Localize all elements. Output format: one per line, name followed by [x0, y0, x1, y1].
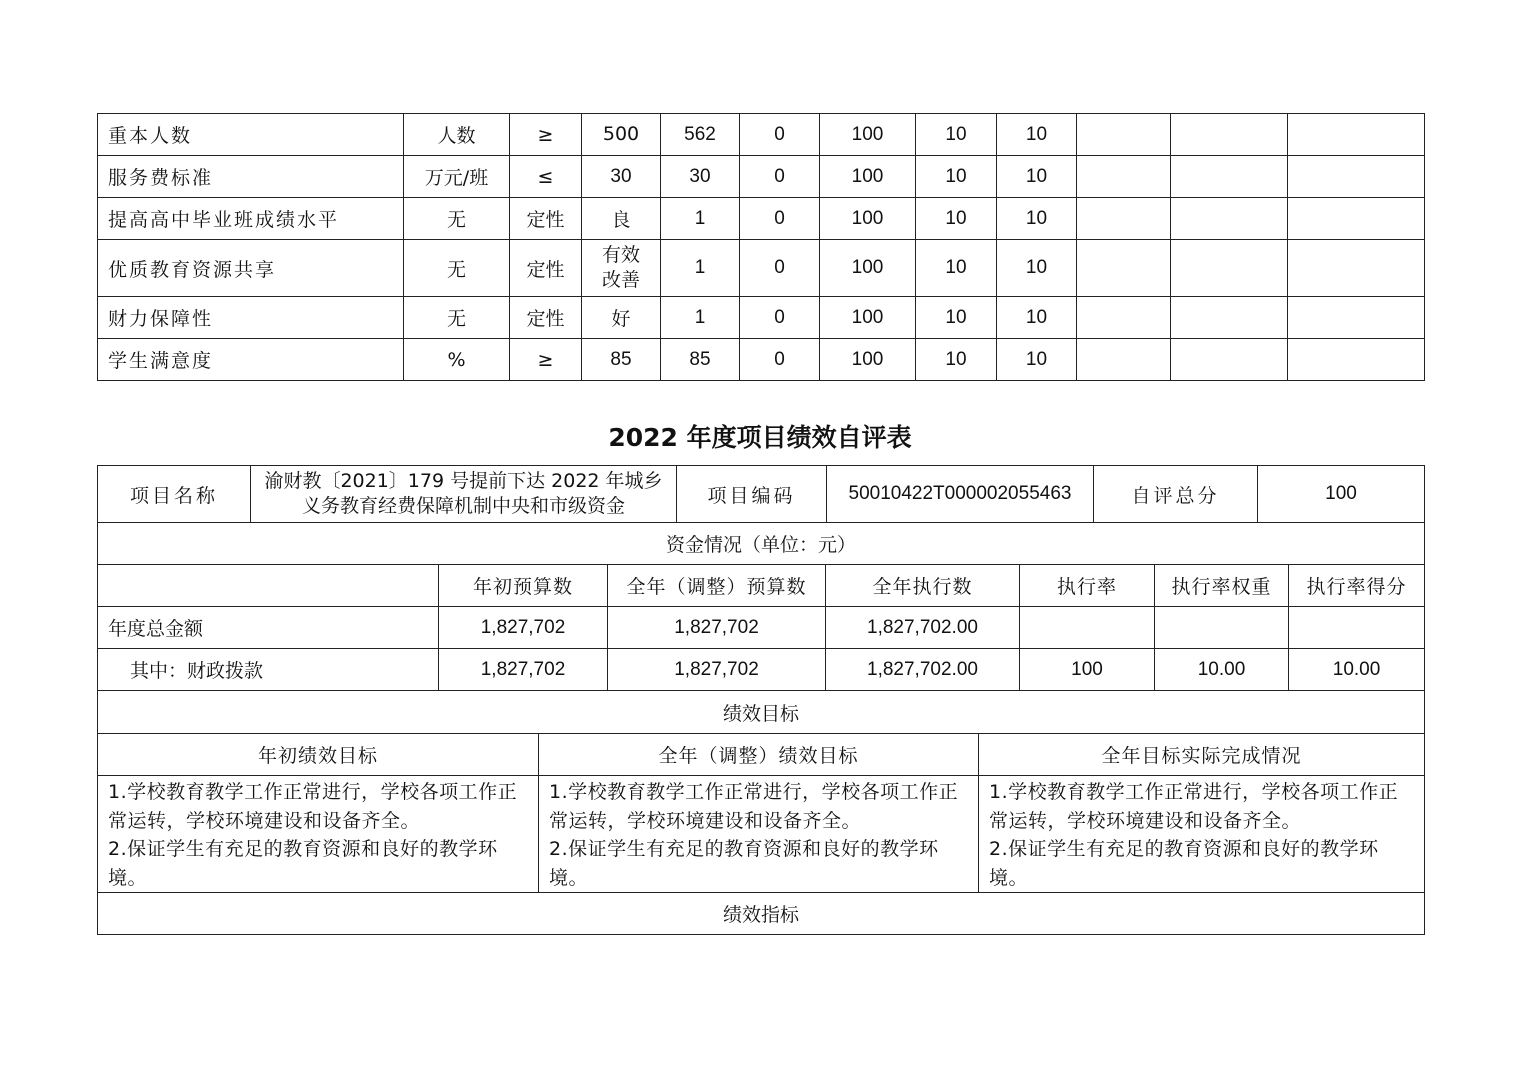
goals-text-row [98, 776, 1425, 893]
indicators-header: 绩效指标 [98, 893, 1425, 935]
project-code-label: 项目编码 [677, 466, 827, 523]
actual-completion-text [979, 776, 1425, 893]
project-name-value: 渝财教〔2021〕179 号提前下达 2022 年城乡义务教育经费保障机制中央和市级资金 [251, 466, 677, 523]
funds-column-header-row [98, 565, 1425, 607]
indicator-row [98, 297, 1425, 339]
col-initial-goal: 年初绩效目标 [98, 734, 539, 776]
indicator-c4: 10 [997, 297, 1077, 339]
indicator-actual: 1 [661, 297, 740, 339]
indicator-op: 定性 [510, 297, 582, 339]
adjusted-value: 1,827,702 [608, 649, 826, 691]
adjusted-value: 1,827,702 [608, 607, 826, 649]
indicator-blank [1288, 240, 1425, 297]
indicator-c2: 100 [820, 156, 916, 198]
indicator-c4: 10 [997, 156, 1077, 198]
indicator-blank [1288, 156, 1425, 198]
goal-line-1: 1.学校教育教学工作正常进行，学校各项工作正常运转，学校环境建设和设备齐全。 [989, 781, 1399, 832]
weight-value: 10.00 [1155, 649, 1289, 691]
indicator-actual: 1 [661, 198, 740, 240]
indicator-blank [1288, 198, 1425, 240]
indicator-c2: 100 [820, 339, 916, 381]
indicator-row [98, 156, 1425, 198]
indicator-row [98, 240, 1425, 297]
project-name-label: 项目名称 [98, 466, 251, 523]
col-adjusted-goal: 全年（调整）绩效目标 [539, 734, 979, 776]
col-rate-score: 执行率得分 [1289, 565, 1425, 607]
indicator-c2: 100 [820, 240, 916, 297]
indicator-name: 重本人数 [98, 114, 404, 156]
indicator-blank [1077, 114, 1171, 156]
col-adjusted-budget: 全年（调整）预算数 [608, 565, 826, 607]
weight-value [1155, 607, 1289, 649]
indicator-c4: 10 [997, 198, 1077, 240]
goals-header: 绩效目标 [98, 691, 1425, 734]
indicator-c1: 0 [740, 114, 820, 156]
indicator-row [98, 198, 1425, 240]
indicator-blank [1077, 156, 1171, 198]
executed-value: 1,827,702.00 [826, 649, 1020, 691]
indicator-c1: 0 [740, 240, 820, 297]
indicator-c1: 0 [740, 339, 820, 381]
col-rate-weight: 执行率权重 [1155, 565, 1289, 607]
indicator-actual: 85 [661, 339, 740, 381]
col-exec-rate: 执行率 [1020, 565, 1155, 607]
goal-line-2: 2.保证学生有充足的教育资源和良好的教学环境。 [108, 838, 498, 889]
indicator-c3: 10 [916, 297, 997, 339]
indicator-op: ≥ [510, 114, 582, 156]
indicator-c2: 100 [820, 198, 916, 240]
col-actual-completion: 全年目标实际完成情况 [979, 734, 1425, 776]
indicator-unit: 万元/班 [404, 156, 510, 198]
indicator-c3: 10 [916, 240, 997, 297]
goal-line-2: 2.保证学生有充足的教育资源和良好的教学环境。 [549, 838, 939, 889]
indicator-op: 定性 [510, 240, 582, 297]
funds-goals-table [97, 522, 1425, 935]
indicator-name: 服务费标准 [98, 156, 404, 198]
indicator-name: 提高高中毕业班成绩水平 [98, 198, 404, 240]
indicator-c1: 0 [740, 156, 820, 198]
goal-line-2: 2.保证学生有充足的教育资源和良好的教学环境。 [989, 838, 1379, 889]
indicator-row [98, 114, 1425, 156]
score-value: 10.00 [1289, 649, 1425, 691]
indicator-blank [1171, 198, 1288, 240]
rate-value: 100 [1020, 649, 1155, 691]
indicator-c4: 10 [997, 339, 1077, 381]
self-score-value: 100 [1258, 466, 1425, 523]
indicator-blank [1171, 240, 1288, 297]
rate-value [1020, 607, 1155, 649]
indicator-target: 有效改善 [582, 240, 661, 297]
indicator-c1: 0 [740, 297, 820, 339]
indicator-c3: 10 [916, 114, 997, 156]
row-label: 年度总金额 [98, 607, 439, 649]
initial-value: 1,827,702 [439, 649, 608, 691]
indicator-c2: 100 [820, 297, 916, 339]
executed-value: 1,827,702.00 [826, 607, 1020, 649]
indicator-blank [1077, 297, 1171, 339]
goals-column-header-row [98, 734, 1425, 776]
indicator-target: 30 [582, 156, 661, 198]
indicator-c1: 0 [740, 198, 820, 240]
indicator-blank [1077, 198, 1171, 240]
indicator-actual: 30 [661, 156, 740, 198]
goal-line-1: 1.学校教育教学工作正常进行，学校各项工作正常运转，学校环境建设和设备齐全。 [108, 781, 518, 832]
indicator-blank [1171, 114, 1288, 156]
indicator-target: 好 [582, 297, 661, 339]
indicator-target: 500 [582, 114, 661, 156]
page-title: 2022 年度项目绩效自评表 [608, 423, 912, 452]
indicator-name: 优质教育资源共享 [98, 240, 404, 297]
funds-row-fiscal [98, 649, 1425, 691]
funds-row-total [98, 607, 1425, 649]
adjusted-goal-text [539, 776, 979, 893]
indicator-unit: 无 [404, 240, 510, 297]
indicator-unit: 无 [404, 297, 510, 339]
indicator-c4: 10 [997, 114, 1077, 156]
indicator-op: ≥ [510, 339, 582, 381]
indicator-row [98, 339, 1425, 381]
col-executed: 全年执行数 [826, 565, 1020, 607]
indicator-name: 学生满意度 [98, 339, 404, 381]
indicator-blank [1288, 297, 1425, 339]
indicator-unit: % [404, 339, 510, 381]
indicator-unit: 无 [404, 198, 510, 240]
initial-value: 1,827,702 [439, 607, 608, 649]
indicator-unit: 人数 [404, 114, 510, 156]
indicator-target: 良 [582, 198, 661, 240]
indicator-op: 定性 [510, 198, 582, 240]
indicator-blank [1077, 240, 1171, 297]
col-initial-budget: 年初预算数 [439, 565, 608, 607]
goal-line-1: 1.学校教育教学工作正常进行，学校各项工作正常运转，学校环境建设和设备齐全。 [549, 781, 959, 832]
project-code-value: 50010422T000002055463 [827, 466, 1094, 523]
indicator-name: 财力保障性 [98, 297, 404, 339]
indicator-c3: 10 [916, 156, 997, 198]
indicator-blank [1288, 114, 1425, 156]
indicator-blank [1171, 297, 1288, 339]
score-value [1289, 607, 1425, 649]
indicator-c3: 10 [916, 339, 997, 381]
indicator-actual: 1 [661, 240, 740, 297]
indicator-blank [1171, 156, 1288, 198]
self-score-label: 自评总分 [1094, 466, 1258, 523]
indicator-c4: 10 [997, 240, 1077, 297]
row-label: 其中：财政拨款 [98, 649, 439, 691]
funds-corner-cell [98, 565, 439, 607]
indicator-blank [1171, 339, 1288, 381]
initial-goal-text [98, 776, 539, 893]
indicator-blank [1288, 339, 1425, 381]
indicator-actual: 562 [661, 114, 740, 156]
indicator-target: 85 [582, 339, 661, 381]
project-info-table [97, 465, 1425, 523]
indicator-op: ≤ [510, 156, 582, 198]
funds-header: 资金情况（单位：元） [98, 523, 1425, 565]
indicator-table [97, 113, 1425, 381]
indicator-c2: 100 [820, 114, 916, 156]
indicator-c3: 10 [916, 198, 997, 240]
indicator-blank [1077, 339, 1171, 381]
